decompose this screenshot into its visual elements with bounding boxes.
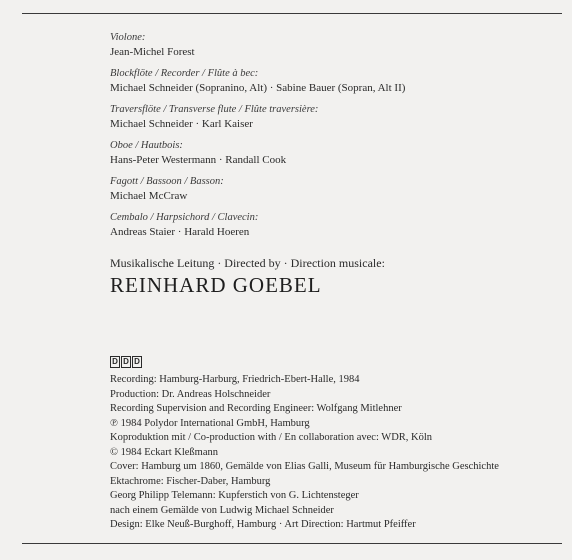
instrument-role: Oboe / Hautbois: — [110, 140, 183, 151]
credit-transverse-flute — [110, 103, 550, 132]
production-credits — [110, 373, 560, 533]
performer-names: Michael Schneider · Karl Kaiser — [110, 118, 253, 130]
top-rule — [22, 13, 562, 14]
design-credit: Design: Elke Neuß-Burghoff, Hamburg · Art Direction: Hartmut Pfeiffer — [110, 519, 416, 530]
producer: Production: Dr. Andreas Holschneider — [110, 388, 271, 400]
performer-names: Michael McCraw — [110, 190, 188, 202]
instrument-role: Violone: — [110, 32, 146, 43]
recording-location: Recording: Hamburg-Harburg, Friedrich-Ebert-Halle, 1984 — [110, 374, 360, 385]
performer-names: Jean-Michel Forest — [110, 46, 195, 58]
ddd-letter: D — [121, 356, 131, 368]
instrument-role: Fagott / Bassoon / Basson: — [110, 176, 224, 187]
credit-oboe — [110, 139, 550, 168]
phonographic-copyright: ℗ 1984 Polydor International GmbH, Hamburg — [110, 417, 310, 429]
ektachrome-credit: Ektachrome: Fischer-Daber, Hamburg — [110, 475, 271, 487]
instrument-role: Traversflöte / Transverse flute / Flûte traversière: — [110, 104, 319, 115]
conductor-name: REINHARD GOEBEL — [110, 273, 322, 297]
performer-names: Michael Schneider (Sopranino, Alt) · Sabine Bauer (Sopran, Alt II) — [110, 82, 406, 94]
instrument-role: Cembalo / Harpsichord / Clavecin: — [110, 212, 259, 223]
performer-names: Hans-Peter Westermann · Randall Cook — [110, 154, 287, 166]
bottom-rule — [22, 543, 562, 544]
portrait-credit: Georg Philipp Telemann: Kupferstich von G. Lichtensteger — [110, 490, 359, 501]
cover-credit: Cover: Hamburg um 1860, Gemälde von Elias Galli, Museum für Hamburgische Geschichte — [110, 461, 499, 472]
performer-credits — [110, 31, 550, 247]
ddd-letter: D — [132, 356, 142, 368]
copyright: © 1984 Eckart Kleßmann — [110, 446, 218, 458]
portrait-credit-continued: nach einem Gemälde von Ludwig Michael Schneider — [110, 504, 334, 516]
credit-harpsichord — [110, 211, 550, 240]
direction-label: Musikalische Leitung · Directed by · Direction musicale: — [110, 256, 385, 270]
performer-names: Andreas Staier · Harald Hoeren — [110, 226, 250, 238]
credit-violone — [110, 31, 550, 60]
coproduction: Koproduktion mit / Co-production with / En collaboration avec: WDR, Köln — [110, 432, 433, 443]
credit-bassoon — [110, 175, 550, 204]
instrument-role: Blockflöte / Recorder / Flûte à bec: — [110, 68, 259, 79]
recording-engineer: Recording Supervision and Recording Engineer: Wolfgang Mitlehner — [110, 403, 402, 414]
ddd-letter: D — [110, 356, 120, 368]
credit-recorder — [110, 67, 550, 96]
ddd-logo — [110, 356, 142, 368]
